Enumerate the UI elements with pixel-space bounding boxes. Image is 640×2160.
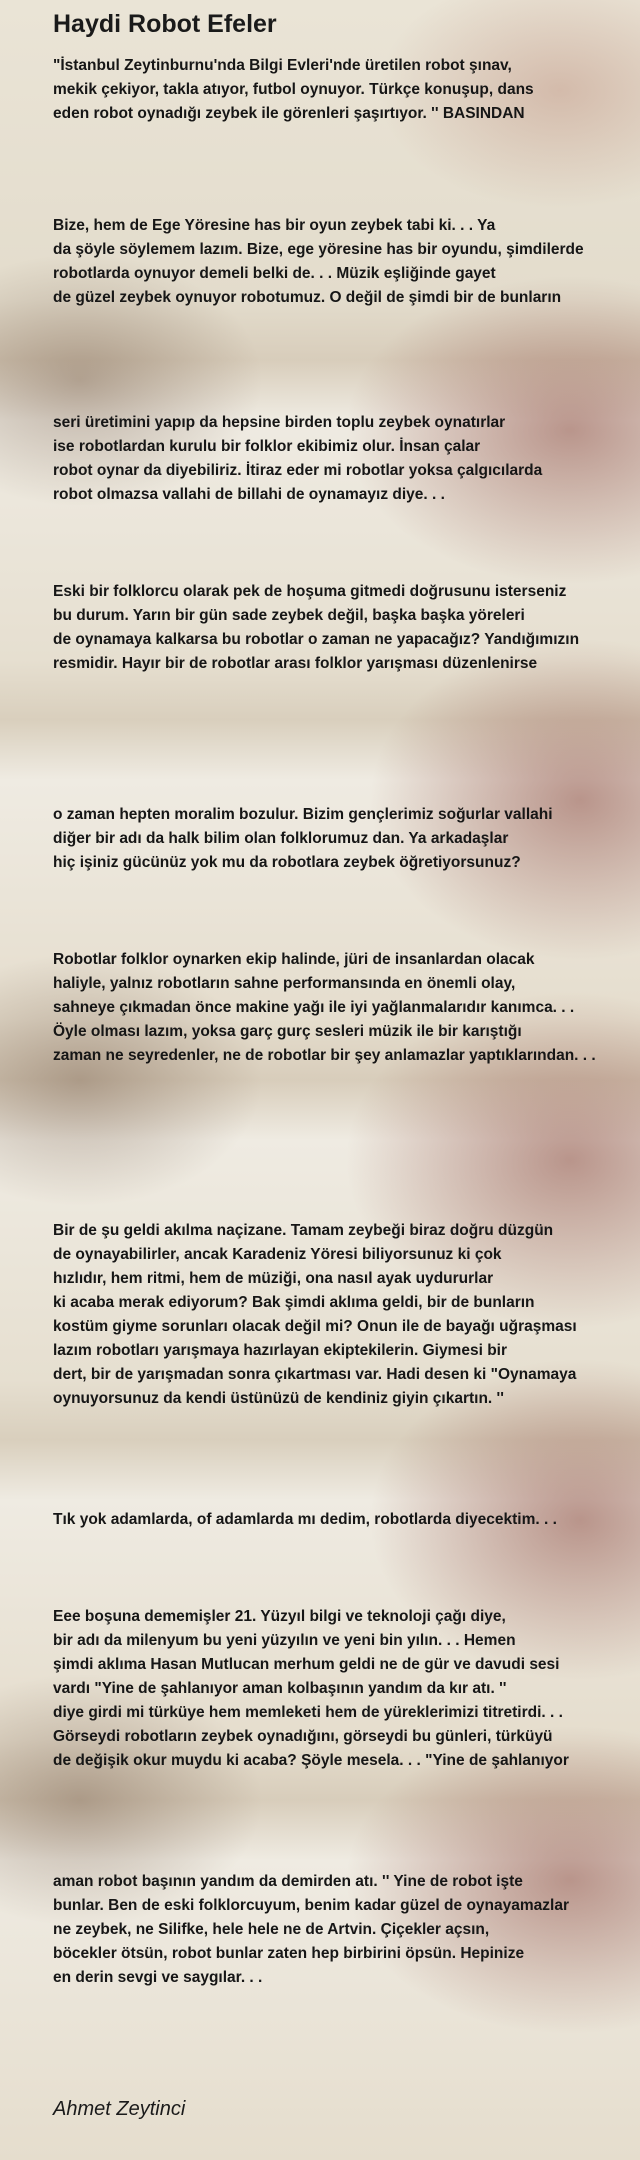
- poem-title: Haydi Robot Efeler: [53, 10, 277, 38]
- poem-line: Öyle olması lazım, yoksa garç gurç sesleri müzik ile bir karıştığı: [53, 1023, 522, 1040]
- poem-line: Robotlar folklor oynarken ekip halinde, jüri de insanlardan olacak: [53, 951, 535, 968]
- stanza: [53, 411, 623, 507]
- stanza: [53, 803, 623, 875]
- poem-line: dert, bir de yarışmadan sonra çıkartması var. Hadi desen ki "Oynamaya: [53, 1366, 577, 1383]
- poem-line: de güzel zeybek oynuyor robotumuz. O değil de şimdi bir de bunların: [53, 289, 562, 306]
- poem-line: sahneye çıkmadan önce makine yağı ile iyi yağlanmalarıdır kanımca. . .: [53, 999, 575, 1016]
- stanza: [53, 580, 623, 676]
- poem-line: de oynayabilirler, ancak Karadeniz Yöresi biliyorsunuz ki çok: [53, 1246, 502, 1263]
- poem-line: "İstanbul Zeytinburnu'nda Bilgi Evleri'nde üretilen robot şınav,: [53, 57, 512, 74]
- poem-line: kostüm giyme sorunları olacak değil mi? Onun ile de bayağı uğraşması: [53, 1318, 577, 1335]
- poem-line: vardı "Yine de şahlanıyor aman kolbaşının yandım da kır atı. '': [53, 1680, 507, 1697]
- poem-line: hiç işiniz gücünüz yok mu da robotlara zeybek öğretiyorsunuz?: [53, 854, 521, 871]
- poem-line: en derin sevgi ve saygılar. . .: [53, 1969, 263, 1986]
- poem-line: robot olmazsa vallahi de billahi de oynamayız diye. . .: [53, 486, 445, 503]
- poem-line: Bize, hem de Ege Yöresine has bir oyun zeybek tabi ki. . . Ya: [53, 217, 496, 234]
- poem-line: oynuyorsunuz da kendi üstünüzü de kendiniz giyin çıkartın. '': [53, 1390, 504, 1407]
- stanza: [53, 948, 623, 1068]
- poem-line: o zaman hepten moralim bozulur. Bizim gençlerimiz soğurlar vallahi: [53, 806, 553, 823]
- poem-line: robotlarda oynuyor demeli belki de. . . Müzik eşliğinde gayet: [53, 265, 496, 282]
- poem-line: lazım robotları yarışmaya hazırlayan ekiptekilerin. Giymesi bir: [53, 1342, 508, 1359]
- poem-line: seri üretimini yapıp da hepsine birden toplu zeybek oynatırlar: [53, 414, 506, 431]
- poem-line: bir adı da milenyum bu yeni yüzyılın ve yeni bin yılın. . . Hemen: [53, 1632, 516, 1649]
- poem-author: Ahmet Zeytinci: [53, 2098, 186, 2120]
- poem-line: de oynamaya kalkarsa bu robotlar o zaman ne yapacağız? Yandığımızın: [53, 631, 580, 648]
- stanza: [53, 1219, 623, 1411]
- stanza: [53, 1605, 623, 1773]
- stanza: [53, 214, 623, 310]
- poem-line: böcekler ötsün, robot bunlar zaten hep birbirini öpsün. Hepinize: [53, 1945, 525, 1962]
- poem-line: aman robot başının yandım da demirden atı. '' Yine de robot işte: [53, 1873, 523, 1890]
- poem-line: Görseydi robotların zeybek oynadığını, görseydi bu günleri, türküyü: [53, 1728, 553, 1745]
- poem-line: bu durum. Yarın bir gün sade zeybek değil, başka başka yöreleri: [53, 607, 525, 624]
- poem-line: zaman ne seyredenler, ne de robotlar bir şey anlamazlar yaptıklarından. . .: [53, 1047, 596, 1064]
- poem-line: ne zeybek, ne Silifke, hele hele ne de Artvin. Çiçekler açsın,: [53, 1921, 490, 1938]
- poem-line: eden robot oynadığı zeybek ile görenleri şaşırtıyor. '' BASINDAN: [53, 105, 525, 122]
- poem-line: ise robotlardan kurulu bir folklor ekibimiz olur. İnsan çalar: [53, 438, 481, 455]
- poem-body: [53, 54, 623, 1990]
- poem-line: Eee boşuna dememişler 21. Yüzyıl bilgi ve teknoloji çağı diye,: [53, 1608, 506, 1625]
- poem-line: bunlar. Ben de eski folklorcuyum, benim kadar güzel de oynayamazlar: [53, 1897, 569, 1914]
- stanza: [53, 54, 623, 126]
- poem-line: Bir de şu geldi akılma naçizane. Tamam zeybeği biraz doğru düzgün: [53, 1222, 554, 1239]
- stanza: [53, 1870, 623, 1990]
- poem-line: diğer bir adı da halk bilim olan folklorumuz dan. Ya arkadaşlar: [53, 830, 509, 847]
- poem-line: şimdi aklıma Hasan Mutlucan merhum geldi ne de gür ve davudi sesi: [53, 1656, 560, 1673]
- poem-line: robot oynar da diyebiliriz. İtiraz eder mi robotlar yoksa çalgıcılarda: [53, 462, 543, 479]
- poem-line: de değişik okur muydu ki acaba? Şöyle mesela. . . "Yine de şahlanıyor: [53, 1752, 569, 1769]
- poem-line: haliyle, yalnız robotların sahne performansında en önemli olay,: [53, 975, 516, 992]
- stanza: [53, 1508, 623, 1532]
- poem-line: Tık yok adamlarda, of adamlarda mı dedim, robotlarda diyecektim. . .: [53, 1511, 557, 1528]
- poem-line: Eski bir folklorcu olarak pek de hoşuma gitmedi doğrusunu isterseniz: [53, 583, 567, 600]
- poem-line: mekik çekiyor, takla atıyor, futbol oynuyor. Türkçe konuşup, dans: [53, 81, 534, 98]
- poem-line: diye girdi mi türküye hem memleketi hem de yüreklerimizi titretirdi. . .: [53, 1704, 563, 1721]
- poem-line: resmidir. Hayır bir de robotlar arası folklor yarışması düzenlenirse: [53, 655, 538, 672]
- poem-line: hızlıdır, hem ritmi, hem de müziği, ona nasıl ayak uydururlar: [53, 1270, 494, 1287]
- poem-line: ki acaba merak ediyorum? Bak şimdi aklıma geldi, bir de bunların: [53, 1294, 535, 1311]
- poem-line: da şöyle söylemem lazım. Bize, ege yöresine has bir oyundu, şimdilerde: [53, 241, 584, 258]
